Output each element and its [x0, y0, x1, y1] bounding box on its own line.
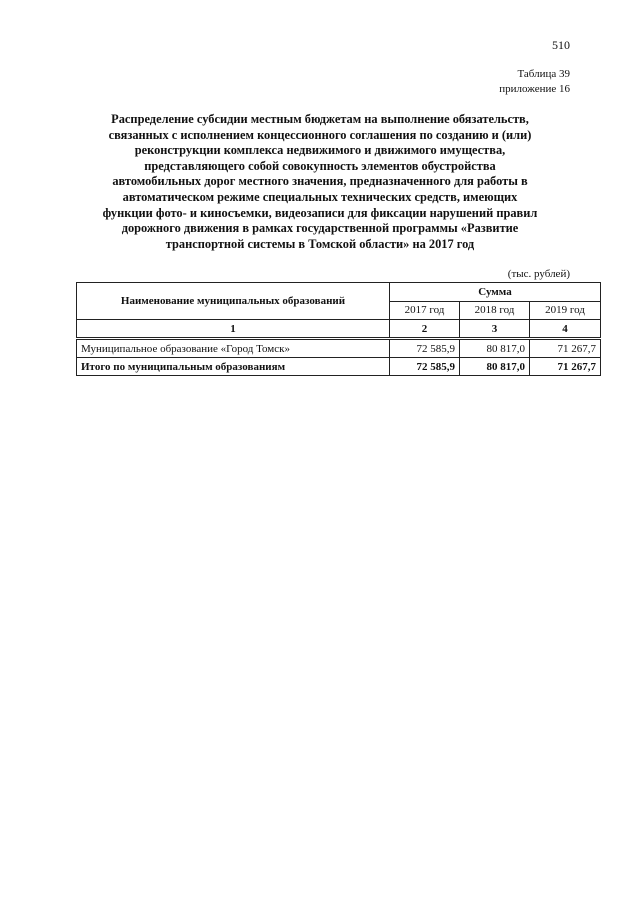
title-line: транспортной системы в Томской области» на 2017 год [165, 236, 475, 251]
title-line: функции фото- и киносъемки, видеозаписи для фиксации нарушений правил [102, 205, 538, 220]
column-number-row [77, 320, 601, 339]
total-2019: 71 267,7 [530, 358, 601, 376]
municipality-name: Муниципальное образование «Город Томск» [77, 339, 390, 358]
page-number: 510 [552, 38, 570, 52]
title-line: реконструкции комплекса недвижимого и движимого имущества, [134, 143, 506, 158]
value-2018: 80 817,0 [460, 339, 530, 358]
title-line: автоматическом режиме специальных технических средств, имеющих [122, 189, 518, 204]
units-label: (тыс. рублей) [507, 268, 570, 280]
document-title [70, 112, 570, 252]
title-line: представляющего собой совокупность элементов обустройства [144, 158, 496, 173]
total-label: Итого по муниципальным образованиям [77, 358, 390, 376]
title-line: связанных с исполнением концессионного соглашения по созданию и (или) [108, 127, 532, 142]
column-number: 2 [390, 320, 460, 339]
subsidy-table [76, 282, 601, 376]
title-line: автомобильных дорог местного значения, предназначенного для работы в [112, 174, 528, 189]
header-year: 2018 год [460, 301, 530, 320]
header-name: Наименование муниципальных образований [77, 283, 390, 320]
column-number: 1 [77, 320, 390, 339]
header-year: 2019 год [530, 301, 601, 320]
total-2017: 72 585,9 [390, 358, 460, 376]
header-year: 2017 год [390, 301, 460, 320]
column-number: 4 [530, 320, 601, 339]
appendix-label: приложение 16 [499, 83, 570, 95]
total-row [77, 358, 601, 376]
title-line: дорожного движения в рамках государственной программы «Развитие [121, 221, 519, 236]
header-row [77, 283, 601, 302]
title-line: Распределение субсидии местным бюджетам на выполнение обязательств, [111, 112, 529, 126]
value-2019: 71 267,7 [530, 339, 601, 358]
header-sum: Сумма [390, 283, 601, 302]
table-row [77, 339, 601, 358]
table-label [499, 67, 570, 97]
table-label-number: Таблица 39 [517, 68, 570, 80]
column-number: 3 [460, 320, 530, 339]
total-2018: 80 817,0 [460, 358, 530, 376]
value-2017: 72 585,9 [390, 339, 460, 358]
